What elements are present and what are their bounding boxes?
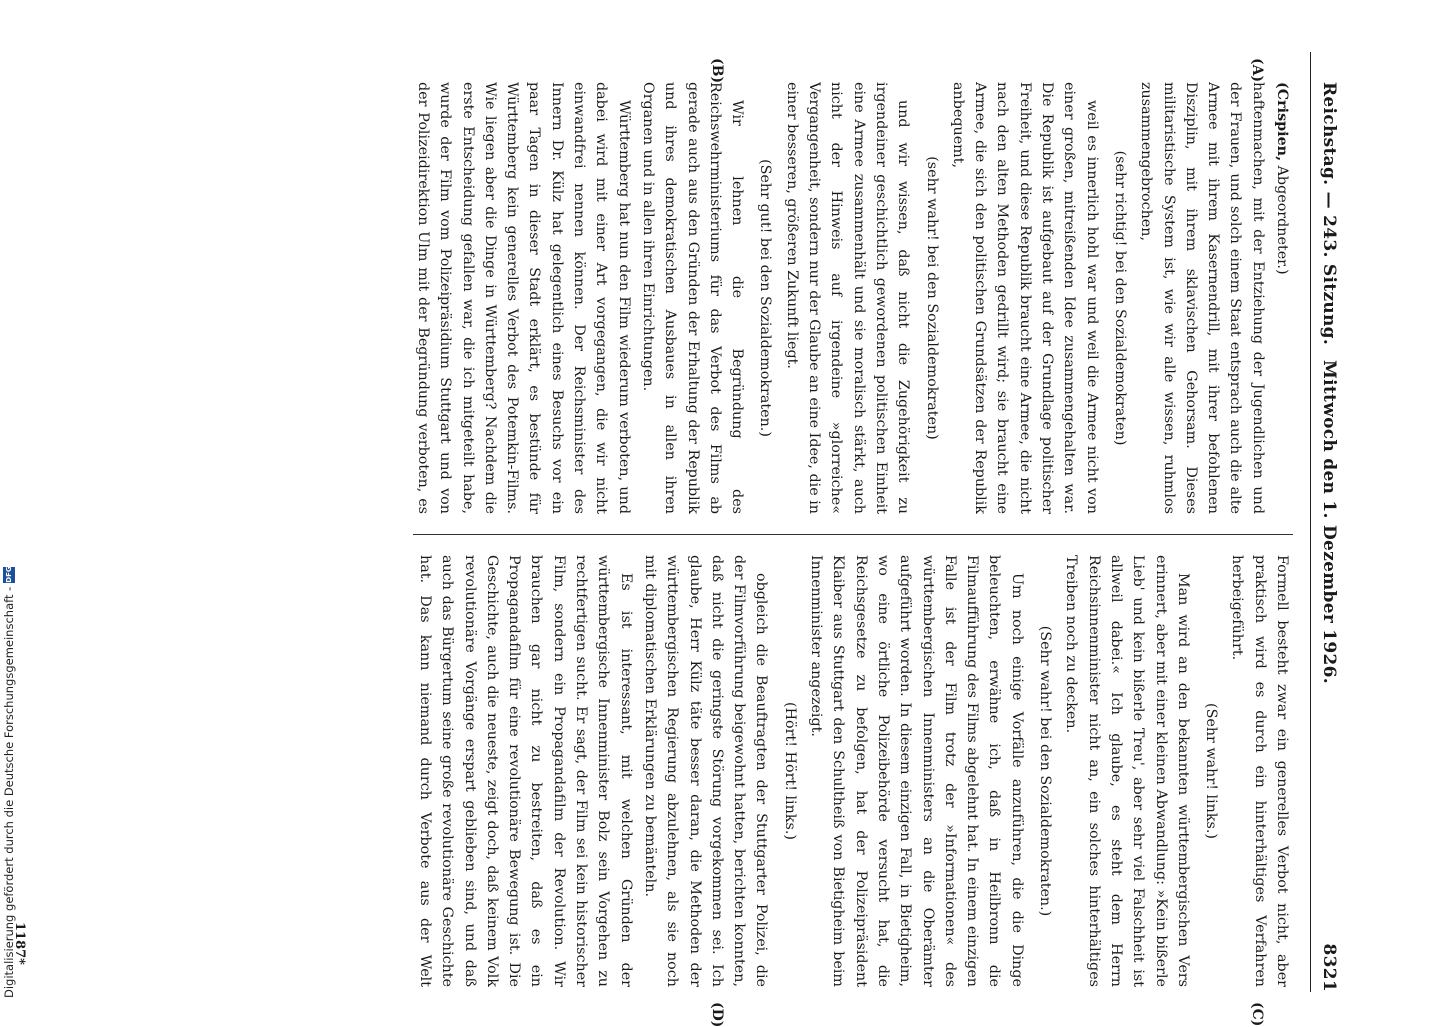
header-date: Mittwoch den 1. Dezember 1926. <box>1319 359 1339 685</box>
speaker-role: Abgeordneter.) <box>1274 165 1290 275</box>
reaction: (Sehr wahr! links.) <box>1203 703 1220 839</box>
right-column <box>413 555 1293 987</box>
paragraph: Man wird an den bekannten württembergischen Vers erinnert, aber mit einer kleinen Abwandlung: »Kein bißerle Lieb' und kein bißerle Treu', aber sehr viel Falschheit ist allweil dabei.« Ich glaube, es steht dem Herrn Reichsinnenminister nicht an, ein solches hinterhältiges Treiben noch zu decken. <box>1063 555 1191 987</box>
header-session: Reichstag. — 243. Sitzung. <box>1319 82 1339 346</box>
paragraph: Formell besteht zwar ein generelles Verbot nicht, aber praktisch wird es durch ein hinterhältiges Verfahren herbeigeführt. <box>1229 555 1290 987</box>
paragraph: haftenmachen, mit der Entziehung der Jugendlichen und der Frauen, und solch einem Staat entsprach auch die alte Armee mit ihrem Kasernendrill, mit ihrer befohlenen Disziplin, mit ihrem sklavischen Gehorsam. Dieses militaristische System ist, wie wir alle wissen, ruhmlos zusammengebrochen, <box>1138 82 1266 514</box>
paragraph: Es ist interessant, mit welchen Gründen der württembergische Innenminister Bolz sein Vorgehen zu rechtfertigen sucht. Er sagt, der Film sei kein historischer Film, sondern ein Propagandafilm der Revolution. Wir brauchen gar nicht zu bestreiten, daß es ein Propagandafilm für eine revolutionäre Bewegung ist. Die Geschichte, auch die neueste, zeigt doch, daß keinem Volk revolutionäre Vorgänge erspart geblieben sind, und daß auch das Bürgertum seine große revolutionäre Geschichte hat. Das kann niemand durch Verbote aus der Welt <box>417 555 634 987</box>
paragraph: und wir wissen, daß nicht die Zugehörigkeit zu irgendeiner geschichtlich gewordenen politischen Einheit eine Armee zusammenhält und sie moralisch stärkt, auch nicht der Hinweis auf irgendeine »glorreiche« Vergangenheit, sondern nur der Glaube an eine Idee, die in einer besseren, größeren Zukunft liegt. <box>783 82 912 514</box>
page-header <box>1310 52 1345 992</box>
reaction: (sehr wahr! bei den Sozialdemokraten) <box>923 156 940 440</box>
attribution-strip <box>2 567 16 998</box>
paragraph: obgleich die Beauftragten der Stuttgarter Polizei, die der Filmvorführung beigewohnt hatten, berichten konnten, daß nicht die geringste Störung vorgekommen sei. Ich glaube, Herr Külz täte besser daran, die Methoden der württembergischen Regierung abzulehnen, als sie noch mit diplomatischen Erklärungen zu bemänteln. <box>641 555 770 987</box>
margin-letter-d: (D) <box>709 1002 725 1027</box>
speaker-line <box>1271 82 1293 514</box>
dfg-logo-icon: DFG <box>5 566 13 583</box>
paragraph: weil es innerlich hohl war und weil die Armee nicht von einer großen, mitreißenden Idee zusammengehalten war. Die Republik ist aufgebaut auf der Grundlage politischer Freiheit, und diese Republik braucht eine Armee, die nicht nach den alten Methoden gedrillt wird; sie braucht eine Armee, die sich den politischen Grundsätzen der Republik anbequemt, <box>949 82 1100 514</box>
margin-letter-c: (C) <box>1249 1002 1265 1027</box>
margin-letter-a: (A) <box>1249 58 1265 83</box>
paragraph: Um noch einige Vorfälle anzuführen, die die Dinge beleuchten, erwähne ich, daß in Heilbronn die Filmaufführung des Films abgelehnt hat. In einem einzigen Falle ist der Film trotz der »Informationen« des württembergischen Innenministers an die Oberämter aufgeführt worden. In diesem einzigen Fall, in Bietigheim, wo eine örtliche Polizeibehörde versucht hat, die Reichsgesetze zu befolgen, hat der Polizeipräsident Klaiber aus Stuttgart den Schultheiß von Bietigheim beim Innenminister angezeigt. <box>808 555 1025 987</box>
reaction: (Sehr gut! bei den Sozialdemokraten.) <box>757 159 774 437</box>
margin-letter-b: (B) <box>709 58 725 84</box>
document-page <box>5 52 1345 1027</box>
reaction: (Hört! Hört! links.) <box>781 702 798 840</box>
reaction: (Sehr wahr! bei den Sozialdemokraten.) <box>1037 625 1054 917</box>
column-divider <box>413 534 1293 535</box>
sheet-number: 1187* <box>12 922 27 965</box>
speaker-name: (Crispien, <box>1274 82 1290 162</box>
attribution-text: Digitalisierung gefördert durch die Deutsche Forschungsgemeinschaft - <box>2 586 16 998</box>
header-page-number: 8321 <box>1319 943 1339 992</box>
paragraph: Wir lehnen die Begründung des Reichswehrministeriums für das Verbot des Films ab gerade auch aus den Gründen der Erhaltung der Republik und ihres demokratischen Ausbaues in allen ihren Organen und in allen ihren Einrichtungen. <box>639 82 746 514</box>
paragraph: Württemberg hat nun den Film wiederum verboten, und dabei wird mit einer Art vorgegangen, die wir nicht einwandfrei nennen können. Der Reichsminister des Innern Dr. Külz hat gelegentlich eines Besuchs vor ein paar Tagen in dieser Stadt erklärt, es bestünde für Württemberg kein generelles Verbot des Potemkin-Films. Wie liegen aber die Dinge in Württemberg? Nachdem die erste Entscheidung gefallen war, die ich mitgeteilt habe, wurde der Film vom Polizeipräsidium Stuttgart und von der Polizeidirektion Ulm mit der Begründung verboten, es <box>415 82 632 514</box>
reaction: (sehr richtig! bei den Sozialdemokraten) <box>1111 150 1128 446</box>
left-column <box>413 82 1293 514</box>
